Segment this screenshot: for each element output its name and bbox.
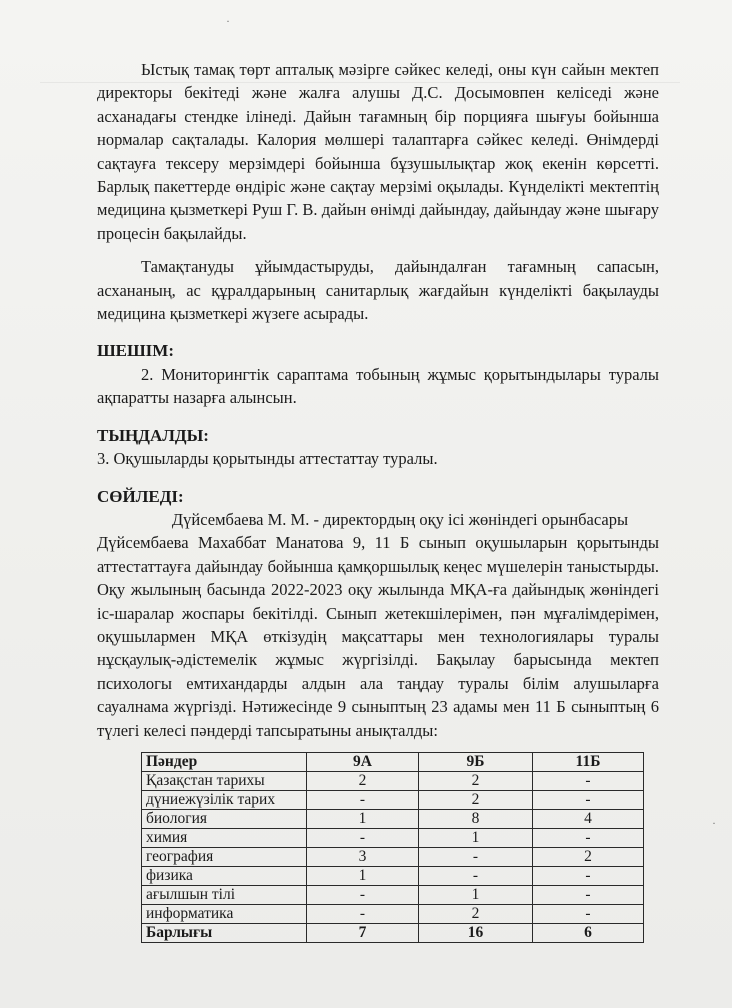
value-cell: 4 bbox=[533, 809, 644, 828]
value-cell: 1 bbox=[419, 885, 533, 904]
subjects-table bbox=[141, 752, 644, 943]
value-cell: 2 bbox=[419, 904, 533, 923]
header-9b: 9Б bbox=[419, 752, 533, 771]
table-header-row bbox=[142, 752, 644, 771]
value-cell: - bbox=[419, 866, 533, 885]
table-row bbox=[142, 885, 644, 904]
speaker-line: Дүйсембаева М. М. - директордың оқу ісі жөніндегі орынбасары bbox=[171, 509, 629, 529]
total-9b: 16 bbox=[419, 923, 533, 942]
total-9a: 7 bbox=[307, 923, 419, 942]
listened-text: 3. Оқушыларды қорытынды аттестаттау туралы. bbox=[97, 449, 438, 469]
value-cell: - bbox=[307, 904, 419, 923]
subject-cell: дүниежүзілік тарих bbox=[142, 790, 307, 809]
table-row bbox=[142, 904, 644, 923]
total-label: Барлығы bbox=[142, 923, 307, 942]
spoke-heading: СӨЙЛЕДІ: bbox=[97, 486, 184, 506]
decision-heading: ШЕШІМ: bbox=[97, 341, 174, 361]
value-cell: - bbox=[533, 904, 644, 923]
value-cell: - bbox=[533, 885, 644, 904]
control-paragraph: Тамақтануды ұйымдастыруды, дайындалған тағамның сапасын, асхананың, ас құралдарының санитарлық жағдайын күнделікті бақылауды медицина қызметкері жүзеге асырады. bbox=[97, 257, 659, 324]
value-cell: 2 bbox=[533, 847, 644, 866]
table-row bbox=[142, 828, 644, 847]
subject-cell: физика bbox=[142, 866, 307, 885]
table-row bbox=[142, 790, 644, 809]
subject-cell: биология bbox=[142, 809, 307, 828]
value-cell: 2 bbox=[419, 771, 533, 790]
value-cell: - bbox=[419, 847, 533, 866]
table-total-row bbox=[142, 923, 644, 942]
value-cell: 3 bbox=[307, 847, 419, 866]
listened-heading: ТЫҢДАЛДЫ: bbox=[97, 425, 209, 445]
subject-cell: информатика bbox=[142, 904, 307, 923]
value-cell: - bbox=[307, 828, 419, 847]
subject-cell: химия bbox=[142, 828, 307, 847]
table-row bbox=[142, 809, 644, 828]
value-cell: 2 bbox=[419, 790, 533, 809]
decision-text: 2. Мониторингтік сараптама тобының жұмыс қорытындылары туралы ақпаратты назарға алынсын. bbox=[97, 364, 659, 408]
header-11b: 11Б bbox=[533, 752, 644, 771]
value-cell: - bbox=[307, 790, 419, 809]
spoke-text: Дүйсембаева Махаббат Манатова 9, 11 Б сынып оқушыларын қорытынды аттестаттауға дайындау бойынша қамқоршылық кеңес мүшелерін таныстырды. Оқу жылының басында 2022-2023 оқу жылында МҚА-ға дайындық жөніндегі іс-шаралар жоспары бекітілді. Сынып жетекшілерімен, пән мұғалімдерімен, оқушылармен МҚА өткізудің мақсаттары мен технологиялары туралы нұсқаулық-әдістемелік жұмыс жүргізілді. Бақылау барысында мектеп психологы емтихандарды алдын ала таңдау туралы білім алушыларға сауалнама жүргізді. Нәтижесінде 9 сыныптың 23 адамы мен 11 Б сыныптың 6 түлегі келесі пәндерді тапсыратыны анықталды: bbox=[97, 533, 659, 740]
header-subjects: Пәндер bbox=[142, 752, 307, 771]
scan-dot: · bbox=[712, 816, 716, 830]
value-cell: 1 bbox=[419, 828, 533, 847]
subject-cell: Қазақстан тарихы bbox=[142, 771, 307, 790]
value-cell: 1 bbox=[307, 809, 419, 828]
scan-dot: · bbox=[226, 14, 230, 28]
total-11b: 6 bbox=[533, 923, 644, 942]
table-row bbox=[142, 771, 644, 790]
value-cell: - bbox=[307, 885, 419, 904]
value-cell: 8 bbox=[419, 809, 533, 828]
subject-cell: ағылшын тілі bbox=[142, 885, 307, 904]
value-cell: - bbox=[533, 828, 644, 847]
table-row bbox=[142, 866, 644, 885]
document-body bbox=[97, 58, 659, 943]
table-row bbox=[142, 847, 644, 866]
value-cell: - bbox=[533, 771, 644, 790]
value-cell: 2 bbox=[307, 771, 419, 790]
subject-cell: география bbox=[142, 847, 307, 866]
value-cell: - bbox=[533, 790, 644, 809]
value-cell: 1 bbox=[307, 866, 419, 885]
value-cell: - bbox=[533, 866, 644, 885]
header-9a: 9А bbox=[307, 752, 419, 771]
menu-paragraph: Ыстық тамақ төрт апталық мәзірге сәйкес келеді, оны күн сайын мектеп директоры бекітеді және жалға алушы Д.С. Досымовпен келіседі және асханадағы стендке ілінеді. Дайын тағамның бір порцияға шығуы бойынша нормалар сақталады. Калория мөлшері талаптарға сәйкес келеді. Өнімдерді сақтауға тексеру мерзімдері бойынша бұзушылықтар жоқ екенін көрсетті. Барлық пакеттерде өндіріс және сақтау мерзімі оқылады. Күнделікті мектептің медицина қызметкері Руш Г. В. дайын өнімді дайындау, дайындау және шығару процесін бақылайды. bbox=[97, 60, 659, 243]
